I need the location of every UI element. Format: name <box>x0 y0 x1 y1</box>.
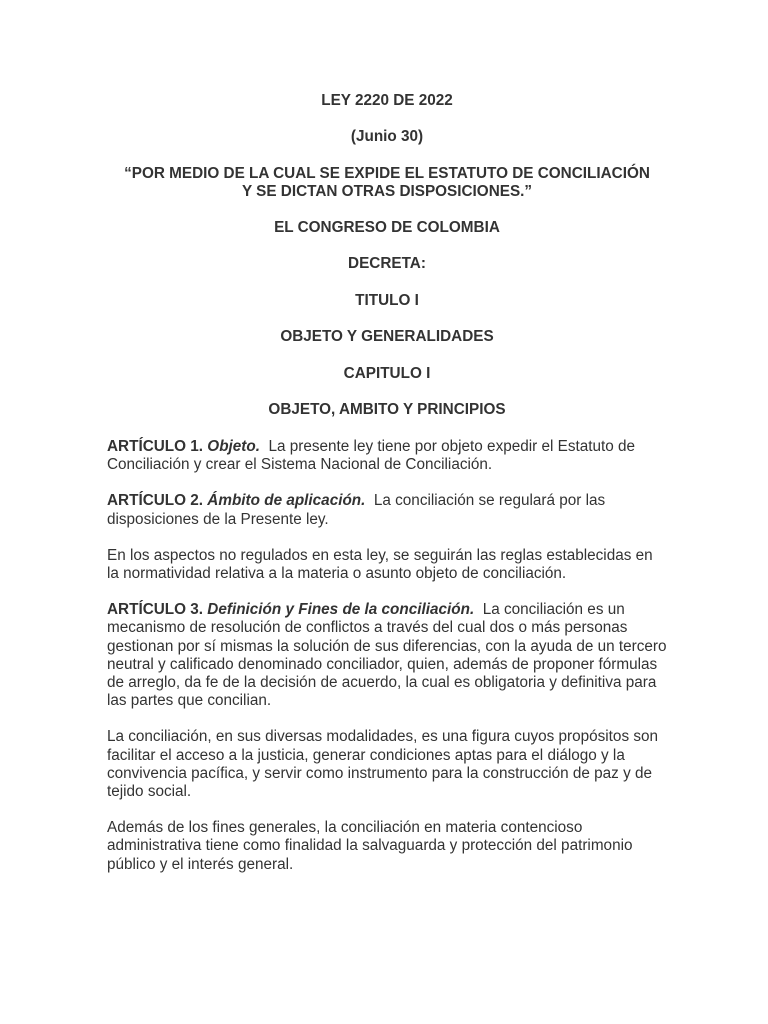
chapter-name: OBJETO, AMBITO Y PRINCIPIOS <box>268 401 506 418</box>
article-3-heading: Definición y Fines de la conciliación. <box>207 601 475 619</box>
article-2-paragraph-2: En los aspectos no regulados en esta ley, se seguirán las reglas establecidas en la normatividad relativa a la materia o asunto objeto de conciliación. <box>107 546 653 583</box>
law-subject-line-1: “POR MEDIO DE LA CUAL SE EXPIDE EL ESTATUTO DE CONCILIACIÓN <box>124 165 650 182</box>
article-1-heading: Objeto. <box>207 438 260 455</box>
article-1-paragraph-1: La presente ley tiene por objeto expedir el Estatuto de Conciliación y crear el Sistema Nacional de Conciliación. <box>107 438 636 474</box>
law-subject <box>107 165 667 201</box>
title-number: TITULO I <box>355 292 419 309</box>
issuer: EL CONGRESO DE COLOMBIA <box>274 219 500 236</box>
article-3-paragraph-2: La conciliación, en sus diversas modalidades, es una figura cuyos propósitos son facilitar el acceso a la justicia, generar condiciones aptas para el diálogo y la convivencia pacífica, y servir como instrumento para la construcción de paz y de tejido social. <box>107 728 659 801</box>
article-2-heading: Ámbito de aplicación. <box>207 492 366 510</box>
article-3 <box>107 601 667 710</box>
decree-heading: DECRETA: <box>348 255 426 272</box>
document-body <box>107 92 667 874</box>
article-2-label: ARTÍCULO 2. <box>107 492 204 510</box>
law-title: LEY 2220 DE 2022 <box>321 92 453 109</box>
article-2-paragraph-1: La conciliación se regulará por las disposiciones de la Presente ley. <box>107 492 606 528</box>
law-date: (Junio 30) <box>350 128 424 145</box>
article-3-paragraph-3: Además de los fines generales, la conciliación en materia contencioso administrativa tiene como finalidad la salvaguarda y protección del patrimonio público y el interés general. <box>107 819 633 873</box>
law-subject-line-2: Y SE DICTAN OTRAS DISPOSICIONES.” <box>241 183 533 200</box>
title-name: OBJETO Y GENERALIDADES <box>280 328 494 345</box>
article-1 <box>107 438 667 474</box>
article-2 <box>107 492 667 528</box>
article-3-paragraph-1: La conciliación es un mecanismo de resolución de conflictos a través del cual dos o más personas gestionan por sí mismas la solución de sus diferencias, con la ayuda de un tercero neutral y calificado denominado conciliador, quien, además de proponer fórmulas de arreglo, da fe de la decisión de acuerdo, la cual es obligatoria y definitiva para las partes que concilian. <box>107 601 667 710</box>
chapter-number: CAPITULO I <box>343 365 431 382</box>
article-1-label: ARTÍCULO 1. <box>107 438 204 455</box>
article-3-label: ARTÍCULO 3. <box>107 601 204 619</box>
